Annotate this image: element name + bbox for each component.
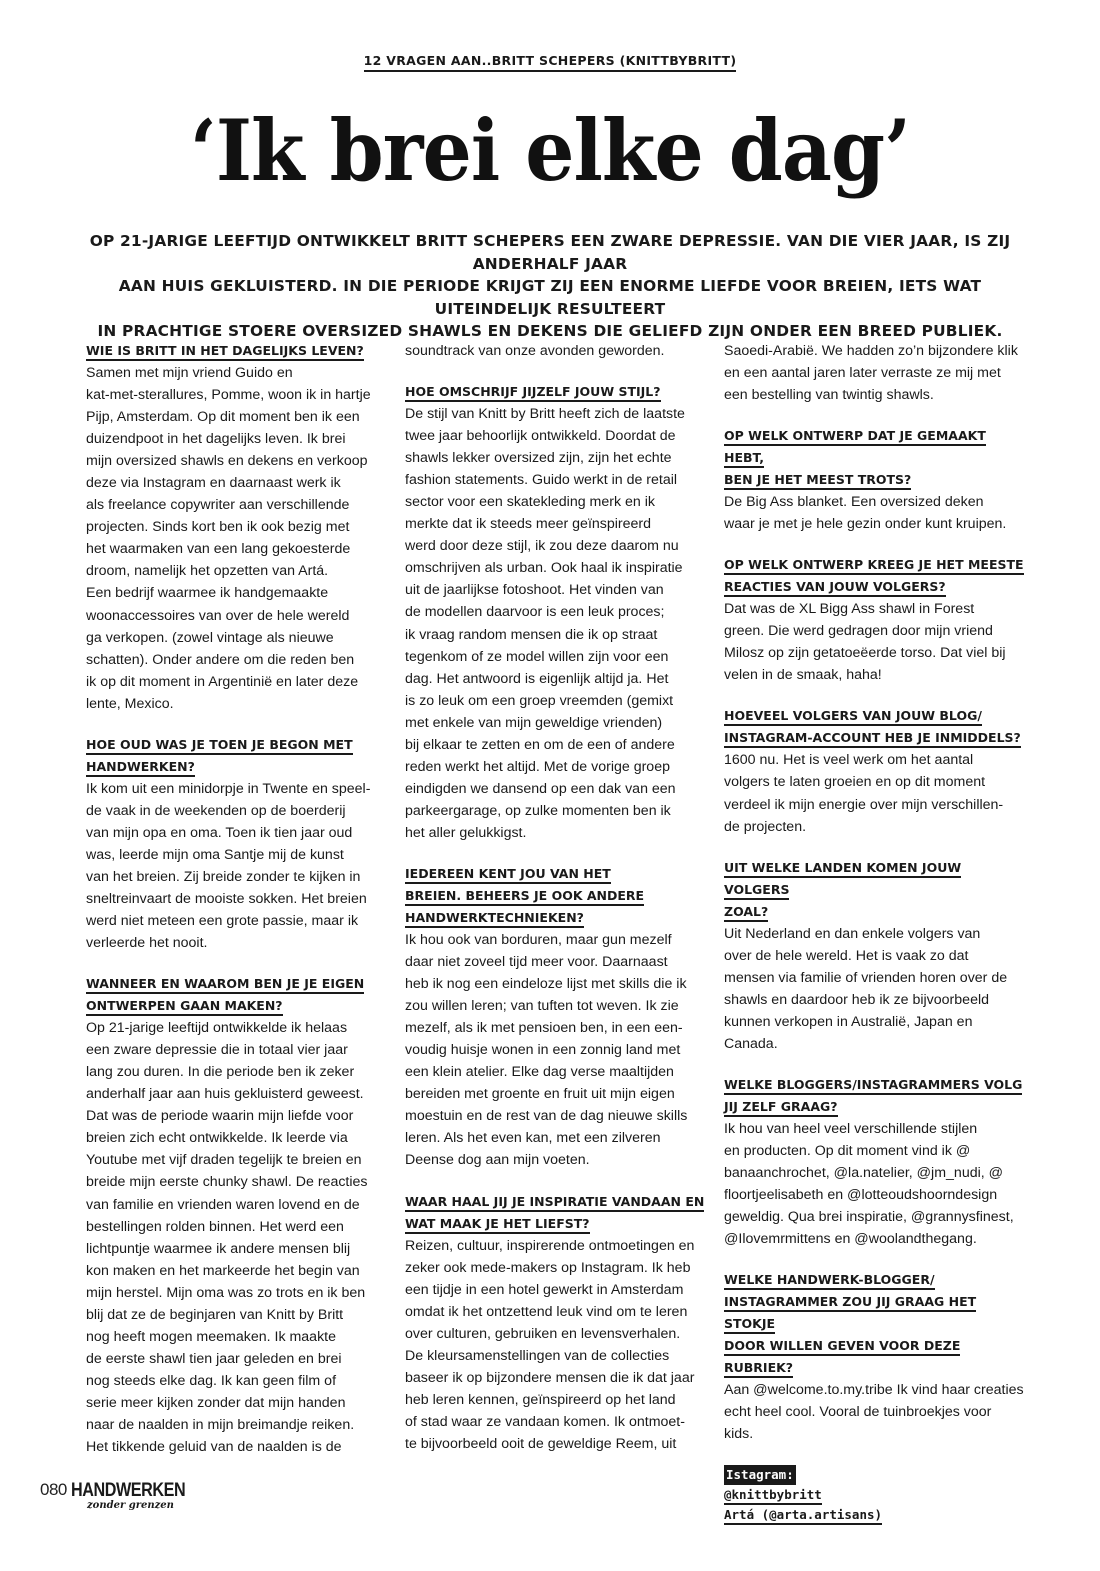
question-heading: UIT WELKE LANDEN KOMEN JOUW VOLGERS ZOAL?: [724, 857, 1024, 923]
kicker-wrap: [0, 52, 1100, 72]
answer-text: Ik hou ook van borduren, maar gun mezelf daar niet zoveel tijd meer voor. Daarnaast heb ik nog een eindeloze lijst met skills die ik zou willen leren; van tuften tot weven. Ik zie mezelf, als ik met pensioen ben, in een een- voudig huisje wonen in een zonnig land met een klein atelier. Elke dag verse maaltijden bereiden met groente en fruit uit mijn eigen moestuin en de rest van de dag nieuwe skills leren. Als het even kan, met een zilveren Deense dog aan mijn voeten.: [405, 931, 688, 1169]
question-heading: WAAR HAAL JIJ JE INSPIRATIE VANDAAN EN WAT MAAK JE HET LIEFST?: [405, 1191, 705, 1235]
instagram-label: Istagram:: [724, 1465, 796, 1485]
answer-text: Aan @welcome.to.my.tribe Ik vind haar creaties echt heel cool. Vooral de tuinbroekjes voor kids.: [724, 1382, 1024, 1443]
question-heading: WELKE HANDWERK-BLOGGER/ INSTAGRAMMER ZOU JIJ GRAAG HET STOKJE DOOR WILLEN GEVEN VOOR DEZE RUBRIEK?: [724, 1269, 1024, 1379]
continued-text: Saoedi-Arabië. We hadden zo’n bijzondere klik en een aantal jaren later verraste ze mij met een bestelling van twintig shawls.: [724, 343, 1018, 404]
magazine-tagline: zonder grenzen: [87, 1500, 174, 1511]
continued-text: soundtrack van onze avonden geworden.: [405, 343, 665, 359]
question-heading: IEDEREEN KENT JOU VAN HET BREIEN. BEHEERS JE OOK ANDERE HANDWERKTECHNIEKEN?: [405, 863, 705, 929]
kicker: 12 VRAGEN AAN..BRITT SCHEPERS (KNITTBYBRITT): [364, 53, 737, 72]
page-number: 080: [40, 1480, 67, 1499]
intro-paragraph: OP 21-JARIGE LEEFTIJD ONTWIKKELT BRITT SCHEPERS EEN ZWARE DEPRESSIE. VAN DIE VIER JAAR, IS ZIJ ANDERHALF JAAR AAN HUIS GEKLUISTERD. IN DIE PERIODE KRIJGT ZIJ EEN ENORME LIEFDE VOOR BREIEN, IETS WAT UITEINDELIJK RESULTEERT IN PRACHTIGE STOERE OVERSIZED SHAWLS EN DEKENS DIE GELIEFD ZIJN ONDER EEN BREED PUBLIEK.: [89, 232, 1011, 340]
answer-text: Ik kom uit een minidorpje in Twente en speel- de vaak in de weekenden op de boerderij van mijn opa en oma. Toen ik tien jaar oud was, leerde mijn oma Santje mij de kunst van het breien. Zij breide zonder te kijken in sneltreinvaart de mooiste sokken. Het breien werd niet meteen een grote passie, maar ik verleerde het nooit.: [86, 780, 371, 952]
answer-text: Ik hou van heel veel verschillende stijlen en producten. Op dit moment vind ik @ banaanchrochet, @la.natelier, @jm_nudi, @ floortjeelisabeth en @lotteoudshoorndesign geweldig. Qua brei inspiratie, @grannysfinest, @Ilovemrmittens en @woolandthegang.: [724, 1120, 1014, 1248]
question-heading: HOE OUD WAS JE TOEN JE BEGON MET HANDWERKEN?: [86, 734, 382, 778]
answer-text: Uit Nederland en dan enkele volgers van over de hele wereld. Het is vaak zo dat mensen via familie of vrienden horen over de shawls en daardoor heb ik ze bijvoorbeeld kunnen verkopen in Australië, Japan en Canada.: [724, 925, 1008, 1052]
instagram-handle-link[interactable]: @knittbybritt: [724, 1486, 822, 1505]
magazine-logo: HANDWERKEN: [71, 1480, 186, 1501]
question-heading: OP WELK ONTWERP KREEG JE HET MEESTE REACTIES VAN JOUW VOLGERS?: [724, 554, 1024, 598]
question-heading: HOEVEEL VOLGERS VAN JOUW BLOG/ INSTAGRAM-ACCOUNT HEB JE INMIDDELS?: [724, 705, 1024, 749]
answer-text: Reizen, cultuur, inspirerende ontmoetingen en zeker ook mede-makers op Instagram. Ik heb een tijdje in een hotel gewerkt in Amsterdam omdat ik het ontzettend leuk vind om te leren over culturen, gebruiken en levensverhalen. De kleursamenstellingen van de collecties baseer ik op bijzondere mensen die ik dat jaar heb leren kennen, geïnspireerd op het land of stad waar ze vandaan komen. Ik ontmoet- te bijvoorbeeld ooit de geweldige Reem, uit: [405, 1237, 695, 1452]
instagram-handle-link[interactable]: Artá (@arta.artisans): [724, 1506, 882, 1525]
question-heading: OP WELK ONTWERP DAT JE GEMAAKT HEBT, BEN JE HET MEEST TROTS?: [724, 425, 1024, 491]
question-heading: HOE OMSCHRIJF JIJZELF JOUW STIJL?: [405, 381, 705, 403]
answer-text: Op 21-jarige leeftijd ontwikkelde ik helaas een zware depressie die in totaal vier jaar lang zou duren. In die periode ben ik zeker anderhalf jaar aan huis gekluisterd geweest. Dat was de periode waarin mijn liefde voor breien zich echt ontwikkelde. Ik leerde via Youtube met vijf draden tegelijk te breien en breide mijn eerste chunky shawl. De reacties van familie en vrienden waren lovend en de bestellingen rolden binnen. Het werd een lichtpuntje waarmee ik andere mensen blij kon maken en het markeerde het begin van mijn herstel. Mijn oma was zo trots en ik ben blij dat ze de beginjaren van Knitt by Britt nog heeft mogen meemaken. Ik maakte de eerste shawl tien jaar geleden en brei nog steeds elke dag. Ik kan geen film of serie meer kijken zonder dat mijn handen naar de naalden in mijn breimandje reiken. Het tikkende geluid van de naalden is de: [86, 1020, 368, 1456]
column-2: [405, 340, 705, 1455]
column-1: [86, 340, 382, 1458]
answer-text: Samen met mijn vriend Guido en kat-met-sterallures, Pomme, woon ik in hartje Pijp, Amsterdam. Op dit moment ben ik een duizendpoot in het dagelijks leven. Ik brei mijn oversized shawls en dekens en verkoop deze via Instagram en daarnaast werk ik als freelance copywriter aan verschillende projecten. Sinds kort ben ik ook bezig met het waarmaken van een lang gekoesterde droom, namelijk het opzetten van Artá. Een bedrijf waarmee ik handgemaakte woonaccessoires van over de hele wereld ga verkopen. (zowel vintage als nieuwe schatten). Onder andere om die reden ben ik op dit moment in Argentinië en later deze lente, Mexico.: [86, 365, 371, 712]
article-title: ‘Ik brei elke dag’: [189, 101, 911, 200]
instagram-block: [724, 1465, 1024, 1525]
column-3: [724, 340, 1024, 1525]
answer-text: De stijl van Knitt by Britt heeft zich de laatste twee jaar behoorlijk ontwikkeld. Doordat de shawls lekker oversized zijn, zijn het echte fashion statements. Guido werkt in de retail sector voor een skatekleding merk en ik merkte dat ik steeds meer geïnspireerd werd door deze stijl, ik zou deze daarom nu omschrijven als urban. Ook haal ik inspiratie uit de jaarlijkse fotoshoot. Het vinden van de modellen daarvoor is een leuk proces; ik vraag random mensen die ik op straat tegenkom of ze model willen zijn voor een dag. Het antwoord is eigenlijk altijd ja. Het is zo leuk om een groep vreemden (gemixt met enkele van mijn geweldige vrienden) bij elkaar te zetten en om de een of andere reden werkt het altijd. Met de vorige groep eindigden we dansend op een dak van een parkeergarage, op zulke momenten ben ik het aller gelukkigst.: [405, 406, 685, 841]
answer-text: 1600 nu. Het is veel werk om het aantal volgers te laten groeien en op dit moment verdeel ik mijn energie over mijn verschillen- de projecten.: [724, 752, 1004, 835]
answer-text: Dat was de XL Bigg Ass shawl in Forest green. Die werd gedragen door mijn vriend Milosz op zijn getatoeëerde torso. Dat viel bij velen in de smaak, haha!: [724, 601, 1006, 684]
question-heading: WELKE BLOGGERS/INSTAGRAMMERS VOLG JIJ ZELF GRAAG?: [724, 1074, 1024, 1118]
question-heading: WANNEER EN WAAROM BEN JE JE EIGEN ONTWERPEN GAAN MAKEN?: [86, 973, 382, 1017]
question-heading: WIE IS BRITT IN HET DAGELIJKS LEVEN?: [86, 340, 382, 362]
answer-text: De Big Ass blanket. Een oversized deken waar je met je hele gezin onder kunt kruipen.: [724, 494, 1007, 533]
page-footer: [40, 1480, 206, 1511]
